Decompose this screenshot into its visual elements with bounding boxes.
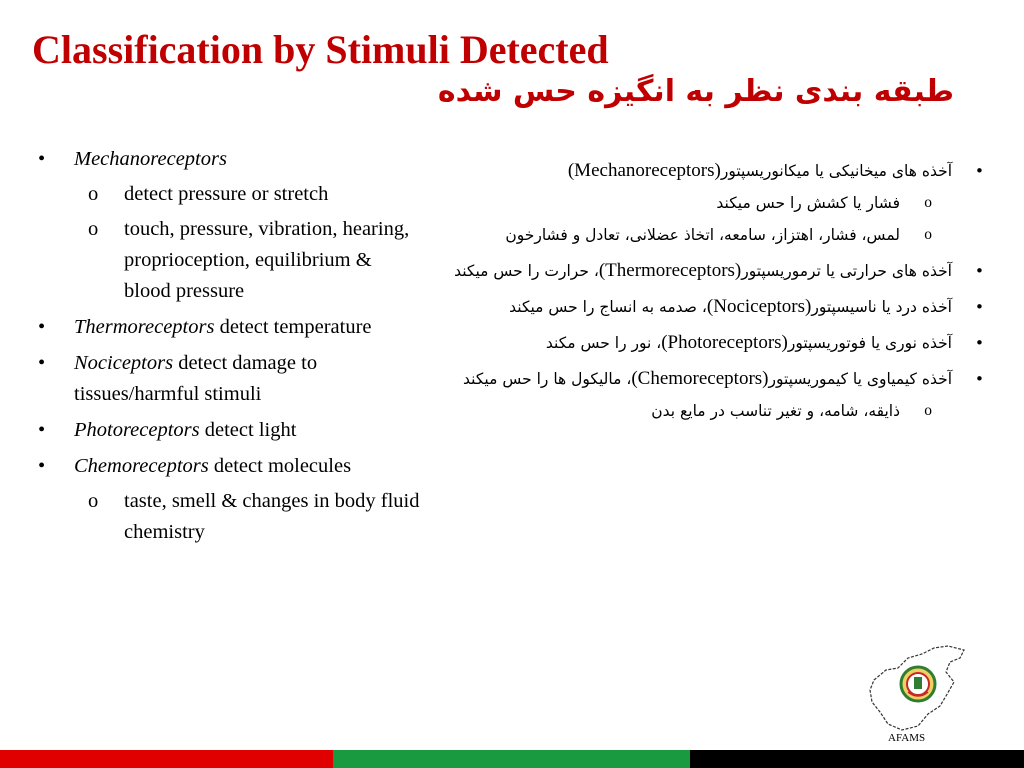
bullet-thermoreceptors-fa [440, 256, 992, 286]
bullet-dot: • [38, 352, 46, 374]
term-mechanoreceptors: Mechanoreceptors [74, 148, 227, 170]
sub-bullet-detect-pressure [38, 179, 422, 210]
bullet-dot: • [974, 298, 984, 316]
sub-bullet-taste-fa [440, 396, 992, 426]
bullet-text-fa: ، مالیکول ها را حس میکند [463, 370, 632, 388]
sub-bullet-text-fa: ذایقه، شامه، و تغیر تناسب در مایع بدن [651, 402, 900, 420]
bullet-photoreceptors [38, 415, 422, 446]
bullet-thermoreceptors [38, 312, 422, 343]
term-nociceptors: Nociceptors [74, 352, 174, 374]
slide-title: Classification by Stimuli Detected [32, 27, 609, 72]
bullet-nociceptors [38, 348, 422, 410]
sub-bullet-text: taste, smell & changes in body fluid chemistry [124, 490, 420, 543]
bullet-dot: • [38, 455, 46, 477]
english-bullet-list [38, 144, 422, 548]
term-chemoreceptors: Chemoreceptors [74, 455, 209, 477]
bullet-text-fa: ، نور را حس مکند [545, 334, 662, 352]
latin-term: (Photoreceptors) [661, 332, 788, 353]
sub-bullet-marker: o [88, 218, 99, 240]
latin-term: (Thermoreceptors) [598, 260, 742, 281]
bullet-text-fa: آخذه نوری یا فوتوریسپتور [787, 334, 952, 352]
logo-caption: AFAMS [888, 732, 926, 744]
bullet-text-fa: آخذه کیمیاوی یا کیموریسپتور [768, 370, 952, 388]
sub-bullet-marker: o [924, 402, 932, 419]
bullet-dot: • [38, 419, 46, 441]
bullet-text-fa: ، صدمه به انساج را حس میکند [509, 298, 707, 316]
bullet-dot: • [974, 370, 984, 388]
bullet-nociceptors-fa [440, 292, 992, 322]
bullet-text: detect molecules [208, 455, 352, 477]
sub-bullet-marker: o [924, 194, 932, 211]
sub-bullet-text: touch, pressure, vibration, hearing, proprioception, equilibrium & blood pressure [124, 218, 410, 302]
bullet-dot: • [974, 262, 984, 280]
bullet-chemoreceptors-fa [440, 364, 992, 394]
footer-bar-red [0, 750, 333, 768]
bullet-text-fa: ، حرارت را حس میکند [454, 262, 599, 280]
term-thermoreceptors: Thermoreceptors [74, 316, 215, 338]
bullet-dot: • [974, 334, 984, 352]
latin-term: (Mechanoreceptors) [567, 160, 721, 181]
bullet-text-fa: آخذه درد یا ناسیسپتور [811, 298, 952, 316]
footer-bar-black [690, 750, 1024, 768]
latin-term: (Chemoreceptors) [631, 368, 769, 389]
sub-bullet-text-fa: فشار یا کشش را حس میکند [716, 194, 900, 212]
afghanistan-map-emblem-icon [862, 640, 972, 736]
bullet-mechanoreceptors [38, 144, 422, 175]
bullet-mechanoreceptors-fa [440, 156, 992, 186]
sub-bullet-taste-smell [38, 486, 422, 548]
persian-bullet-list [440, 156, 992, 426]
latin-term: (Nociceptors) [706, 296, 812, 317]
bullet-photoreceptors-fa [440, 328, 992, 358]
slide-title-persian: طبقه بندی نظر به انگیزه حس شده [437, 74, 954, 109]
sub-bullet-touch [38, 214, 422, 307]
bullet-dot: • [38, 148, 46, 170]
sub-bullet-marker: o [924, 226, 932, 243]
bullet-text: detect temperature [214, 316, 372, 338]
bullet-dot: • [38, 316, 46, 338]
sub-bullet-marker: o [88, 490, 99, 512]
sub-bullet-text-fa: لمس، فشار، اهتزاز، سامعه، اتخاذ عضلانی، تعادل و فشارخون [505, 226, 900, 244]
sub-bullet-touch-fa [440, 220, 992, 250]
term-photoreceptors: Photoreceptors [74, 419, 200, 441]
bullet-text-fa: آخذه های حرارتی یا ترموریسپتور [741, 262, 952, 280]
bullet-text: detect damage to tissues/harmful stimuli [74, 352, 318, 405]
sub-bullet-text: detect pressure or stretch [124, 183, 329, 205]
footer-bar-green [333, 750, 690, 768]
bullet-dot: • [974, 162, 984, 180]
bullet-text: detect light [199, 419, 297, 441]
sub-bullet-marker: o [88, 183, 99, 205]
sub-bullet-pressure-fa [440, 188, 992, 218]
bullet-text-fa: آخذه های میخانیکی یا میکانوریسپتور [720, 162, 952, 180]
bullet-chemoreceptors [38, 451, 422, 482]
